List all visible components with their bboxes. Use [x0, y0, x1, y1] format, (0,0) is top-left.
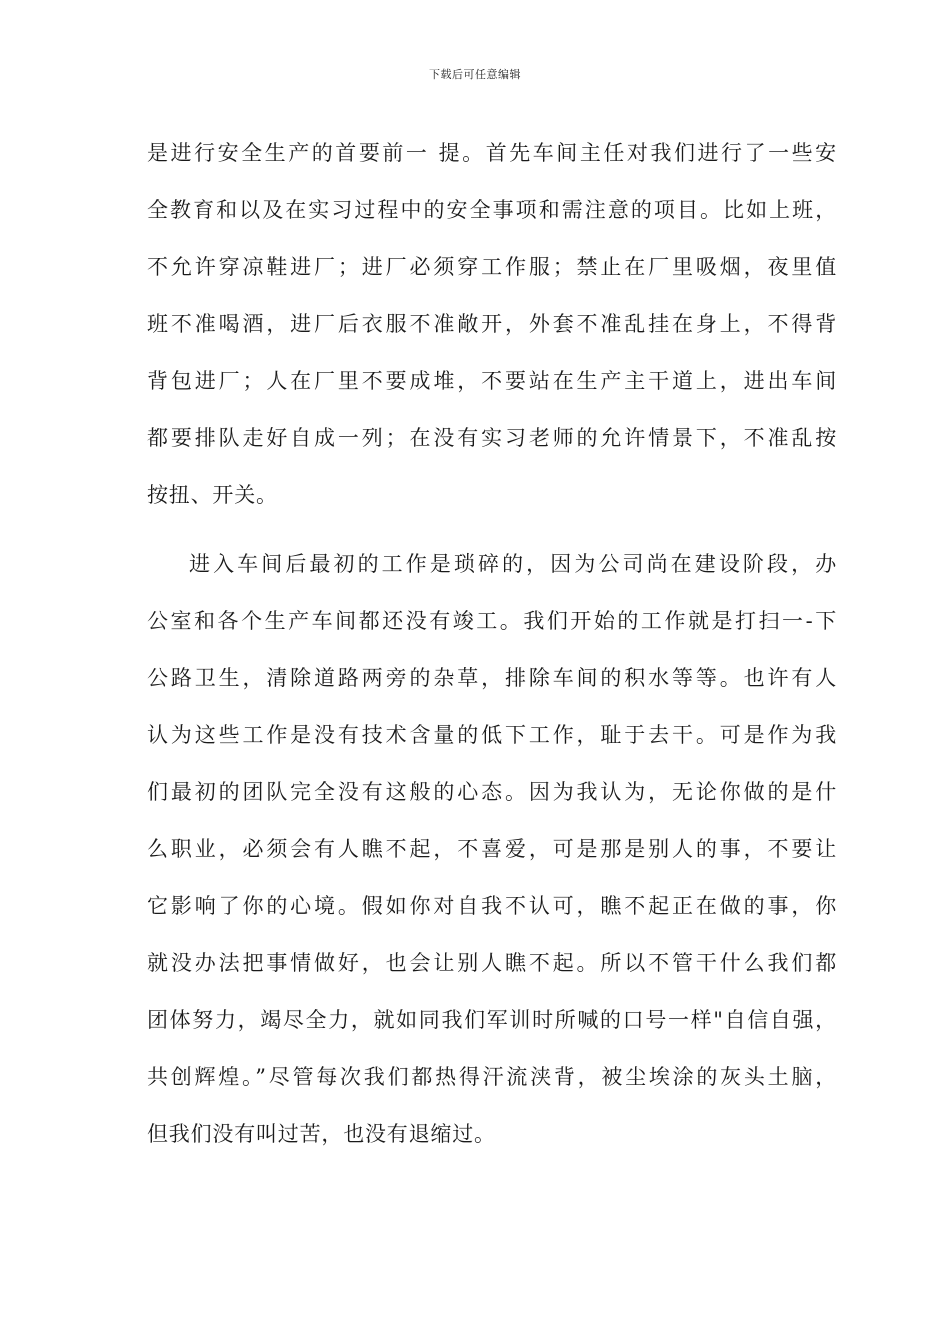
paragraph-2-line-11: 但我们没有叫过苦，也没有退缩过。 [147, 1122, 496, 1146]
paragraph-2-line-6: 么职业，必须会有人瞧不起，不喜爱，可是那是别人的事，不要让 [147, 837, 837, 861]
paragraph-1-line-3: 不允许穿凉鞋进厂；进厂必须穿工作服；禁止在厂里吸烟，夜里值 [147, 255, 837, 279]
paragraph-2-line-7: 它影响了你的心境。假如你对自我不认可，瞧不起正在做的事，你 [147, 894, 837, 918]
paragraph-2-line-10: 共创辉煌。”尽管每次我们都热得汗流浃背，被尘埃涂的灰头土脑， [147, 1065, 837, 1089]
paragraph-2-line-8: 就没办法把事情做好，也会让别人瞧不起。所以不管干什么我们都 [147, 951, 837, 975]
paragraph-2-line-5: 们最初的团队完全没有这般的心态。因为我认为，无论你做的是什 [147, 780, 837, 804]
paragraph-1-line-7: 按扭、开关。 [147, 483, 278, 507]
paragraph-2-line-9: 团体努力，竭尽全力，就如同我们军训时所喊的口号一样"自信自强， [147, 1008, 837, 1032]
paragraph-2-line-3: 公路卫生，清除道路两旁的杂草，排除车间的积水等等。也许有人 [147, 666, 837, 690]
paragraph-2-line-4: 认为这些工作是没有技术含量的低下工作，耻于去干。可是作为我 [147, 723, 837, 747]
paragraph-2-line-2: 公室和各个生产车间都还没有竣工。我们开始的工作就是打扫一-下 [147, 609, 837, 633]
paragraph-1-line-5: 背包进厂；人在厂里不要成堆，不要站在生产主干道上，进出车间 [147, 369, 837, 393]
paragraph-1-line-4: 班不准喝酒，进厂后衣服不准敞开，外套不准乱挂在身上，不得背 [147, 312, 837, 336]
paragraph-1-line-1: 是进行安全生产的首要前一 提。首先车间主任对我们进行了一些安 [147, 141, 837, 165]
paragraph-1-line-2: 全教育和以及在实习过程中的安全事项和需注意的项目。比如上班， [147, 198, 837, 222]
page-header: 下载后可任意编辑 [429, 68, 521, 81]
paragraph-1-line-6: 都要排队走好自成一列；在没有实习老师的允许情景下，不准乱按 [147, 426, 837, 450]
paragraph-2-line-1: 进入车间后最初的工作是琐碎的，因为公司尚在建设阶段，办 [189, 552, 837, 576]
